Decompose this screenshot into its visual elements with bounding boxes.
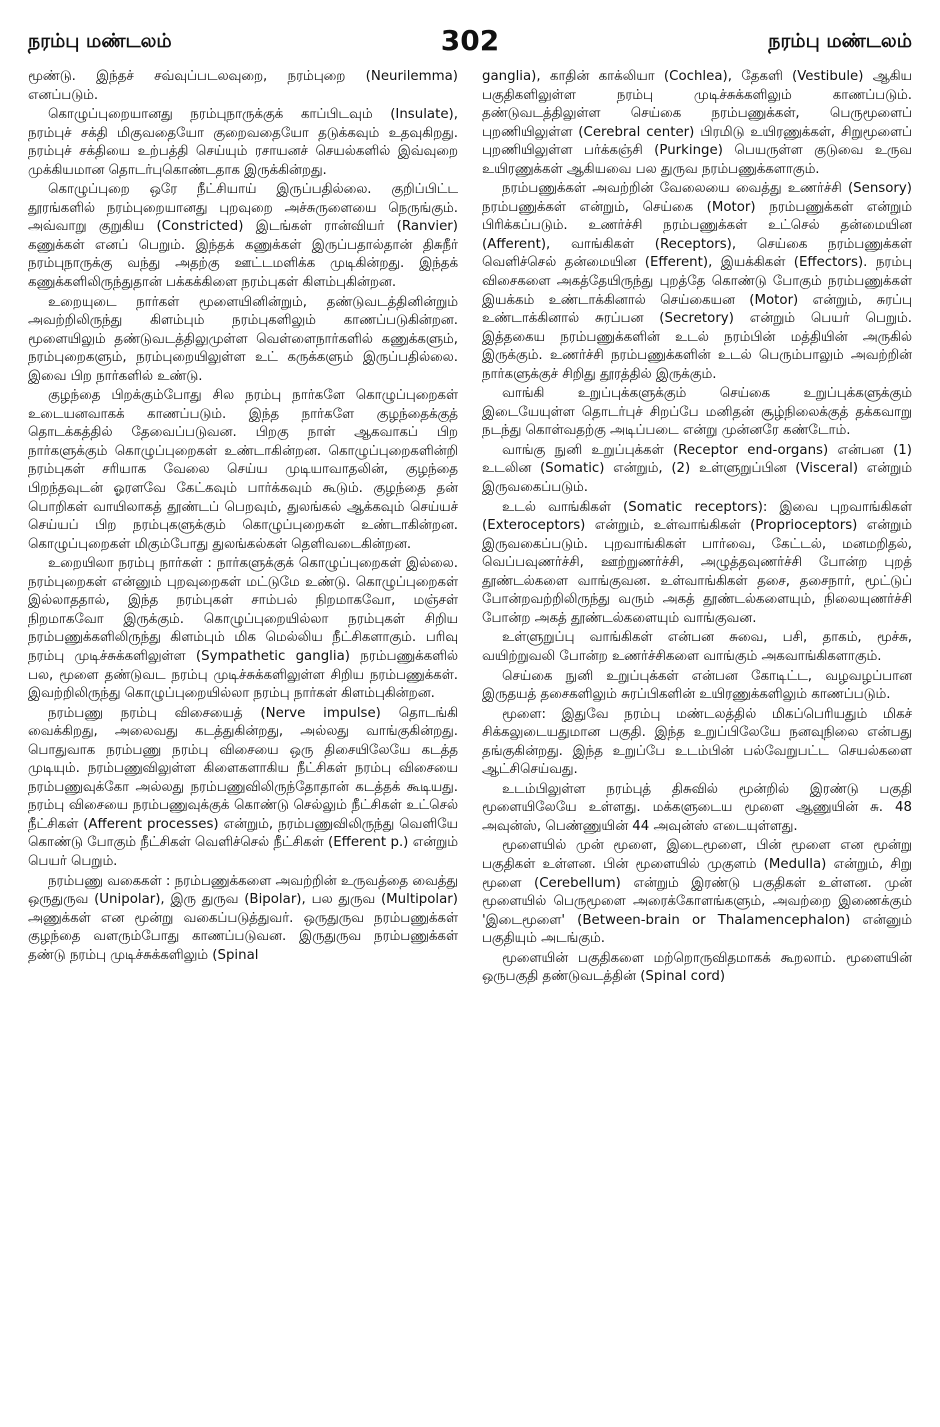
paragraph: ganglia), காதின் காக்லியா (Cochlea), தேகளி (Vestibule) ஆகிய பகுதிகளிலுள்ள நரம்பு முடிச்சுக்களிலும் காணப்படும். தண்டுவடத்திலுள்ள செய்கை நரம்பணுக்கள், பெருமூளைப் புறணியிலுள்ள (Cerebral center) பிரமிடு உயிரணுக்கள், சிறுமூளைப் புறணியிலுள்ள பர்க்கஞ்சி (Purkinge) பெயருள்ள குடுவை உருவ உயிரணுக்கள் ஆகியவை பல துருவ நரம்பணுக்களாகும். <box>482 69 912 177</box>
running-head-right: நரம்பு மண்டலம் <box>768 30 912 52</box>
paragraph: நரம்பணு நரம்பு விசையைத் (Nerve impulse) தொடங்கி வைக்கிறது, அலைவது கடத்துகின்றது, அல்லது வாங்குகின்றது. பொதுவாக நரம்பணு நரம்பு விசையை ஒரு திசையிலேயே கடத்த முடியும். நரம்பணுவிலுள்ள கிளைகளாகிய நீட்சிகள் நரம்பு விசையை நரம்பணுவுக்கோ அல்லது நரம்பணுவிலிருந்தோதான் கடத்தக் கூடியது. நரம்பு விசையை நரம்பணுவுக்குக் கொண்டு செல்லும் நீட்சிகள் உட்செல் நீட்சிகள் (Afferent processes) என்றும், நரம்பணுவிலிருந்து வெளியே கொண்டு போகும் நீட்சிகள் வெளிச்செல் நீட்சிகள் (Efferent p.) என்றும் பெயர் பெறும். <box>28 705 458 869</box>
paragraph: வாங்கு நுனி உறுப்புக்கள் (Receptor end-organs) என்பன (1) உடலின (Somatic) என்றும், (2) உள்ளுறுப்பின (Visceral) என்றும் இருவகைப்படும். <box>482 442 912 496</box>
page-number: 302 <box>440 24 500 57</box>
right-column <box>482 68 912 1408</box>
paragraph: மூளை: இதுவே நரம்பு மண்டலத்தில் மிகப்பெரியதும் மிகச் சிக்கலுடையதுமான பகுதி. இந்த உறுப்பிலேயே நனவுநிலை என்பது தங்குகின்றது. இந்த உறுப்பே உடம்பின் பல்வேறுபட்ட செயல்களை ஆட்சிசெய்வது. <box>482 706 912 778</box>
paragraph: உடம்பிலுள்ள நரம்புத் திசுவில் மூன்றில் இரண்டு பகுதி மூளையிலேயே உள்ளது. மக்களுடைய மூளை ஆணுயின் சு. 48 அவுன்ஸ், பெண்ணுயின் 44 அவுன்ஸ் எடையுள்ளது. <box>482 781 912 834</box>
paragraph: மூளையில் முன் மூளை, இடைமூளை, பின் மூளை என மூன்று பகுதிகள் உள்ளன. பின் மூளையில் முகுளம் (Medulla) என்றும், சிறு மூளை (Cerebellum) என்றும் இரண்டு பகுதிகள் உள்ளன. முன் மூளையில் பெருமூளை அரைக்கோளங்களும், அவற்றை இணைக்கும் 'இடைமூளை' (Between-brain or Thalamencephalon) என்னும் பகுதியும் அடங்கும். <box>482 838 912 947</box>
paragraph: நரம்பணு வகைகள் : நரம்பணுக்களை அவற்றின் உருவத்தை வைத்து ஒருதுருவ (Unipolar), இரு துருவ (Bipolar), பல துருவ (Multipolar) அணுக்கள் என மூன்று வகைப்படுத்துவர். ஒருதுருவ நரம்பணுக்கள் குழந்தை வளரும்போது காணப்படுவன. இருதுருவ நரம்பணுக்கள் தண்டு நரம்பு முடிச்சுக்களிலும் (Spinal <box>28 873 458 963</box>
paragraph: உள்ளுறுப்பு வாங்கிகள் என்பன சுவை, பசி, தாகம், மூச்சு, வயிற்றுவலி போன்ற உணர்ச்சிகளை வாங்கும் அகவாங்கிகளாகும். <box>482 630 912 664</box>
running-header <box>28 26 912 68</box>
paragraph: உடல் வாங்கிகள் (Somatic receptors): இவை புறவாங்கிகள் (Exteroceptors) என்றும், உள்வாங்கிகள் (Proprioceptors) என்றும் இருவகைப்படும். புறவாங்கிகள் பார்வை, கேட்டல், மனமறிதல், வெப்பவுணர்ச்சி, ஊற்றுணர்ச்சி, அழுத்தவுணர்ச்சி போன்ற புறத் தூண்டல்களை வாங்குவன. உள்வாங்கிகள் தசை, தசைநார், மூட்டுப் போன்றவற்றிலிருந்து வரும் அகத் தூண்டல்களையும், நிலையுணர்ச்சி போன்ற அகத் தூண்டல்களையும் வாங்குவன. <box>482 499 912 626</box>
paragraph: குழந்தை பிறக்கும்போது சில நரம்பு நார்களே கொழுப்புறைகள் உடையனவாகக் காணப்படும். இந்த நார்களே குழந்தைக்குத் தொடக்கத்தில் தேவைப்படுவன. பிறகு நாள் ஆகவாகப் பிற நார்களுக்கும் கொழுப்புறைகள் உண்டாகின்றன. கொழுப்புறைகளின்றி நரம்புகள் சரியாக வேலை செய்ய முடியாவாதலின், குழந்தை பிறந்தவுடன் ஓரளவே கேட்கவும் பார்க்கவும் கூடும். குழந்தை தன் பொறிகள் வாயிலாகத் தூண்டப் பெறவும், துலங்கல் ஆக்கவும் செய்யச் செய்யப் பிற நரம்புகளுக்கும் கொழுப்புறைகள் உண்டாகின்றன. கொழுப்புறைகள் மிகும்போது துலங்கல்கள் தெளிவடைகின்றன. <box>28 388 458 552</box>
paragraph: வாங்கி உறுப்புக்களுக்கும் செய்கை உறுப்புக்களுக்கும் இடையேயுள்ள தொடர்புச் சிறப்பே மனிதன் சூழ்நிலைக்குத் தக்கவாறு நடந்து கொள்வதற்கு அடிப்படை என்று முன்னரே கண்டோம். <box>482 386 912 439</box>
text-columns <box>28 68 912 1408</box>
running-head-left: நரம்பு மண்டலம் <box>28 30 172 52</box>
paragraph: உறையுடை நார்கள் மூளையினின்றும், தண்டுவடத்தினின்றும் அவற்றிலிருந்து கிளம்பும் நரம்புகளிலும் காணப்படுகின்றன. மூளையிலும் தண்டுவடத்திலுமுள்ள வெள்ளைநார்களில் கணுக்களும், நரம்புறைகளும், நரம்புறையிலுள்ள உட் கருக்களும் இருப்பதில்லை. இவை பிற நார்களில் உண்டு. <box>28 294 458 384</box>
paragraph: கொழுப்புறை ஒரே நீட்சியாய் இருப்பதில்லை. குறிப்பிட்ட தூரங்களில் நரம்புறையானது புறவுறை அச்சுருளையை நெருங்கும். அவ்வாறு குறுகிய (Constricted) இடங்கள் ரான்வியர் (Ranvier) கணுக்கள் எனப் பெறும். இந்தக் கணுக்கள் இருப்பதால்தான் திசுநீர் நரம்புநாருக்கு வந்து அதற்கு ஊட்டமளிக்க முடிகின்றது. இந்தக் கணுக்களிலிருந்துதான் பக்கக்கிளை நரம்புகள் கிளம்புகின்றன. <box>28 182 458 291</box>
paragraph: நரம்பணுக்கள் அவற்றின் வேலையை வைத்து உணர்ச்சி (Sensory) நரம்பணுக்கள் என்றும், செய்கை (Motor) நரம்பணுக்கள் என்றும் பிரிக்கப்படும். உணர்ச்சி நரம்பணுக்கள் உட்செல் தன்மையின (Afferent), வாங்கிகள் (Receptors), செய்கை நரம்பணுக்கள் வெளிச்செல் தன்மையின (Efferent), இயக்கிகள் (Effectors). நரம்பு விசைகளை அகத்தேயிருந்து புறத்தே கொண்டு போகும் நரம்பணுக்கள் இயக்கம் உண்டாக்கினால் செய்கையன (Motor) என்றும், சுரப்பு உண்டாக்கினால் சுரப்பன (Secretory) என்றும் பெயர் பெறும். இத்தகைய நரம்பணுக்களின் உடல் நரம்பின் மத்தியின் அருகில் இருக்கும். உணர்ச்சி நரம்பணுக்களின் உடல் பெரும்பாலும் அவற்றின் நார்களுக்குச் சிறிது தூரத்தில் இருக்கும். <box>482 181 912 382</box>
paragraph: உறையிலா நரம்பு நார்கள் : நார்களுக்குக் கொழுப்புறைகள் இல்லை. நரம்புறைகள் என்னும் புறவுறைகள் மட்டுமே உண்டு. கொழுப்புறைகள் இல்லாததால், இந்த நரம்புகள் சாம்பல் நிறமாகவோ, மஞ்சள் நிறமாகவோ இருக்கும். கொழுப்புறையில்லா நரம்புகள் சிறிய நரம்பணுக்களிலிருந்து கிளம்பும் மிக மெல்லிய நீட்சிகளாகும். பரிவு நரம்பு முடிச்சுக்களிலுள்ள (Sympathetic ganglia) நரம்பணுக்களில் பல, மூளை தண்டுவட நரம்பு முடிச்சுக்களிலுள்ள சிறிய நரம்பணுக்கள். இவற்றிலிருந்து கொழுப்புறையில்லா நரம்பு நார்கள் கிளம்புகின்றன. <box>28 556 458 702</box>
left-column <box>28 68 458 1408</box>
paragraph: செய்கை நுனி உறுப்புக்கள் என்பன கோடிட்ட, வழவழப்பான இருதயத் தசைகளிலும் சுரப்பிகளின் உயிரணுக்களிலும் காணப்படும். <box>482 668 912 703</box>
paragraph: மூளையின் பகுதிகளை மற்றொருவிதமாகக் கூறலாம். மூளையின் ஒருபகுதி தண்டுவடத்தின் (Spinal cord) <box>482 950 912 985</box>
paragraph: மூண்டு. இந்தச் சவ்வுப்படலவுறை, நரம்புறை (Neurilemma) எனப்படும். <box>28 69 458 103</box>
paragraph: கொழுப்புறையானது நரம்புநாருக்குக் காப்பிடவும் (Insulate), நரம்புச் சக்தி மிகுவதையோ குறைவதையோ தடுக்கவும் உதவுகிறது. நரம்புச் சக்தியை உற்பத்தி செய்யும் ரசாயனச் செயல்களில் இவ்வுறை முக்கியமான தொடர்புகொண்டதாக இருக்கின்றது. <box>28 107 458 178</box>
